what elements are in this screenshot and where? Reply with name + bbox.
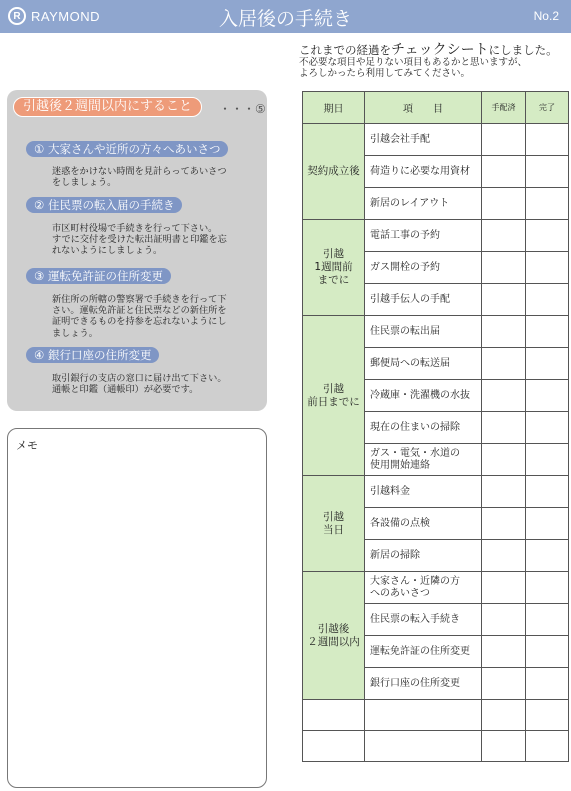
blank-period-cell[interactable] bbox=[303, 700, 365, 731]
step-2-label: ② 住民票の転入届の手続き bbox=[26, 197, 182, 213]
arranged-checkbox[interactable] bbox=[482, 348, 526, 380]
period-label: 当日 bbox=[323, 523, 344, 536]
step-3-body bbox=[52, 294, 252, 339]
done-checkbox[interactable] bbox=[526, 124, 569, 156]
done-checkbox[interactable] bbox=[526, 156, 569, 188]
intro-line-1-post: にしました。 bbox=[488, 43, 558, 57]
table-row bbox=[303, 220, 569, 252]
blank-row bbox=[303, 731, 569, 762]
done-checkbox[interactable] bbox=[526, 284, 569, 316]
header-date: 期日 bbox=[303, 92, 365, 124]
task-item bbox=[365, 540, 482, 572]
period-label: 1週間前 bbox=[314, 261, 353, 273]
task-item bbox=[365, 604, 482, 636]
table-header-row bbox=[303, 92, 569, 124]
blank-item-cell[interactable] bbox=[365, 700, 482, 731]
arranged-checkbox[interactable] bbox=[482, 188, 526, 220]
step-4-label: ④ 銀行口座の住所変更 bbox=[26, 347, 159, 363]
arranged-checkbox[interactable] bbox=[482, 668, 526, 700]
task-label: 冷蔵庫・洗濯機の水抜 bbox=[370, 389, 470, 401]
task-label: 銀行口座の住所変更 bbox=[370, 677, 460, 689]
task-label: 郵便局への転送届 bbox=[370, 357, 450, 369]
done-checkbox[interactable] bbox=[526, 668, 569, 700]
task-label: ガス・電気・水道の bbox=[370, 447, 460, 459]
task-item bbox=[365, 348, 482, 380]
step-2-line: すでに交付を受けた転出証明書と印鑑を忘 bbox=[52, 234, 227, 246]
step-3-line: さい。運転免許証と住民票などの新住所を bbox=[52, 305, 227, 317]
task-label: へのあいさつ bbox=[370, 587, 430, 599]
done-checkbox[interactable] bbox=[526, 508, 569, 540]
arranged-checkbox[interactable] bbox=[482, 316, 526, 348]
period-label: 引越後 bbox=[317, 622, 350, 635]
step-4-line: 通帳と印鑑（通帳印）が必要です。 bbox=[52, 384, 199, 396]
arranged-checkbox[interactable] bbox=[482, 572, 526, 604]
period-label: 引越 bbox=[323, 510, 344, 523]
step-2-body bbox=[52, 223, 252, 257]
step-2-line: 市区町村役場で手続きを行って下さい。 bbox=[52, 223, 218, 234]
arranged-checkbox[interactable] bbox=[482, 412, 526, 444]
task-item bbox=[365, 572, 482, 604]
arranged-checkbox[interactable] bbox=[482, 476, 526, 508]
task-label: 住民票の転入手続き bbox=[370, 613, 460, 625]
document-number: No.2 bbox=[533, 9, 559, 23]
task-item bbox=[365, 444, 482, 476]
task-label: 運転免許証の住所変更 bbox=[370, 645, 470, 657]
memo-box[interactable] bbox=[7, 428, 267, 788]
brand-name: RAYMOND bbox=[31, 8, 100, 24]
done-checkbox[interactable] bbox=[526, 252, 569, 284]
task-item bbox=[365, 508, 482, 540]
task-label: 住民票の転出届 bbox=[370, 325, 440, 337]
period-label: 引越 bbox=[323, 382, 344, 395]
task-label: ガス開栓の予約 bbox=[370, 261, 440, 273]
done-checkbox[interactable] bbox=[526, 348, 569, 380]
panel-page-marker: ・・・⑤ bbox=[219, 102, 266, 116]
period-label: までに bbox=[317, 274, 350, 286]
task-label: 荷造りに必要な用資材 bbox=[370, 165, 470, 177]
arranged-checkbox[interactable] bbox=[482, 252, 526, 284]
step-1-line: 迷惑をかけない時間を見計らってあいさつ bbox=[52, 166, 227, 177]
table-row bbox=[303, 124, 569, 156]
done-checkbox[interactable] bbox=[526, 604, 569, 636]
done-checkbox[interactable] bbox=[526, 444, 569, 476]
header-done: 完了 bbox=[526, 92, 569, 124]
period-label: 契約成立後 bbox=[307, 165, 360, 177]
blank-period-cell[interactable] bbox=[303, 731, 365, 762]
task-label: 引越会社手配 bbox=[370, 133, 430, 145]
checklist-table bbox=[302, 91, 569, 762]
raymond-logo-icon: R bbox=[8, 7, 26, 25]
task-item bbox=[365, 284, 482, 316]
task-label: 新居の掃除 bbox=[370, 549, 420, 561]
arranged-checkbox[interactable] bbox=[482, 636, 526, 668]
intro-line-1-pre: これまでの経過を bbox=[299, 43, 391, 57]
arranged-checkbox[interactable] bbox=[482, 220, 526, 252]
task-item bbox=[365, 476, 482, 508]
task-label: 引越料金 bbox=[370, 485, 410, 497]
table-row bbox=[303, 572, 569, 604]
task-item bbox=[365, 156, 482, 188]
period-cell bbox=[303, 316, 365, 476]
arranged-checkbox[interactable] bbox=[482, 156, 526, 188]
table-row bbox=[303, 316, 569, 348]
header-item: 項 目 bbox=[365, 92, 482, 124]
arranged-checkbox[interactable] bbox=[482, 508, 526, 540]
intro-line-1 bbox=[299, 44, 569, 57]
arranged-checkbox[interactable] bbox=[482, 700, 526, 731]
done-checkbox[interactable] bbox=[526, 476, 569, 508]
header-bar bbox=[0, 0, 571, 33]
done-checkbox[interactable] bbox=[526, 731, 569, 762]
step-1-label: ① 大家さんや近所の方々へあいさつ bbox=[26, 141, 228, 157]
page-title: 入居後の手続き bbox=[218, 8, 352, 30]
step-1-body bbox=[52, 166, 252, 188]
step-3-line: ましょう。 bbox=[52, 327, 98, 339]
task-label: 電話工事の予約 bbox=[370, 229, 440, 241]
period-cell bbox=[303, 476, 365, 572]
done-checkbox[interactable] bbox=[526, 700, 569, 731]
task-item bbox=[365, 316, 482, 348]
task-item bbox=[365, 412, 482, 444]
arranged-checkbox[interactable] bbox=[482, 731, 526, 762]
task-item bbox=[365, 252, 482, 284]
done-checkbox[interactable] bbox=[526, 188, 569, 220]
task-label: 引越手伝人の手配 bbox=[370, 293, 450, 305]
task-label: 使用開始連絡 bbox=[370, 459, 430, 471]
checklist-body bbox=[303, 124, 569, 762]
done-checkbox[interactable] bbox=[526, 412, 569, 444]
step-1-line: をしましょう。 bbox=[52, 177, 117, 189]
panel-title: 引越後２週間以内にすること bbox=[13, 97, 202, 117]
task-item bbox=[365, 636, 482, 668]
task-item bbox=[365, 188, 482, 220]
step-3-line: 証明できるものを持参を忘れないようにし bbox=[52, 316, 227, 328]
task-item bbox=[365, 220, 482, 252]
arranged-checkbox[interactable] bbox=[482, 540, 526, 572]
memo-label: メモ bbox=[16, 439, 38, 452]
period-cell bbox=[303, 572, 365, 700]
done-checkbox[interactable] bbox=[526, 380, 569, 412]
done-checkbox[interactable] bbox=[526, 636, 569, 668]
header-arranged: 手配済 bbox=[482, 92, 526, 124]
period-cell bbox=[303, 124, 365, 220]
arranged-checkbox[interactable] bbox=[482, 604, 526, 636]
done-checkbox[interactable] bbox=[526, 540, 569, 572]
task-item bbox=[365, 668, 482, 700]
task-label: 新居のレイアウト bbox=[370, 197, 450, 209]
step-3-label: ③ 運転免許証の住所変更 bbox=[26, 268, 171, 284]
period-label: 引越 bbox=[323, 248, 344, 260]
arranged-checkbox[interactable] bbox=[482, 124, 526, 156]
table-row bbox=[303, 476, 569, 508]
tips-panel bbox=[7, 90, 267, 411]
blank-item-cell[interactable] bbox=[365, 731, 482, 762]
task-item bbox=[365, 124, 482, 156]
step-4-line: 取引銀行の支店の窓口に届け出て下さい。 bbox=[52, 373, 227, 384]
task-label: 大家さん・近隣の方 bbox=[370, 575, 460, 587]
task-label: 各設備の点検 bbox=[370, 517, 430, 529]
intro-line-2: 不必要な項目や足りない項目もあるかと思いますが、 bbox=[299, 57, 528, 68]
task-label: 現在の住まいの掃除 bbox=[370, 421, 460, 433]
intro-line-3: よろしかったら利用してみてください。 bbox=[299, 68, 471, 79]
arranged-checkbox[interactable] bbox=[482, 380, 526, 412]
period-label: ２週間以内 bbox=[307, 635, 360, 648]
step-2-line: れないようにしましょう。 bbox=[52, 245, 163, 257]
intro-text bbox=[299, 44, 569, 79]
period-label: 前日までに bbox=[307, 395, 360, 408]
task-item bbox=[365, 380, 482, 412]
arranged-checkbox[interactable] bbox=[482, 284, 526, 316]
step-4-body bbox=[52, 373, 252, 395]
done-checkbox[interactable] bbox=[526, 220, 569, 252]
done-checkbox[interactable] bbox=[526, 572, 569, 604]
intro-line-1-emphasis: チェックシート bbox=[391, 42, 489, 58]
done-checkbox[interactable] bbox=[526, 316, 569, 348]
step-3-line: 新住所の所轄の警察署で手続きを行って下 bbox=[52, 294, 227, 305]
arranged-checkbox[interactable] bbox=[482, 444, 526, 476]
period-cell bbox=[303, 220, 365, 316]
blank-row bbox=[303, 700, 569, 731]
